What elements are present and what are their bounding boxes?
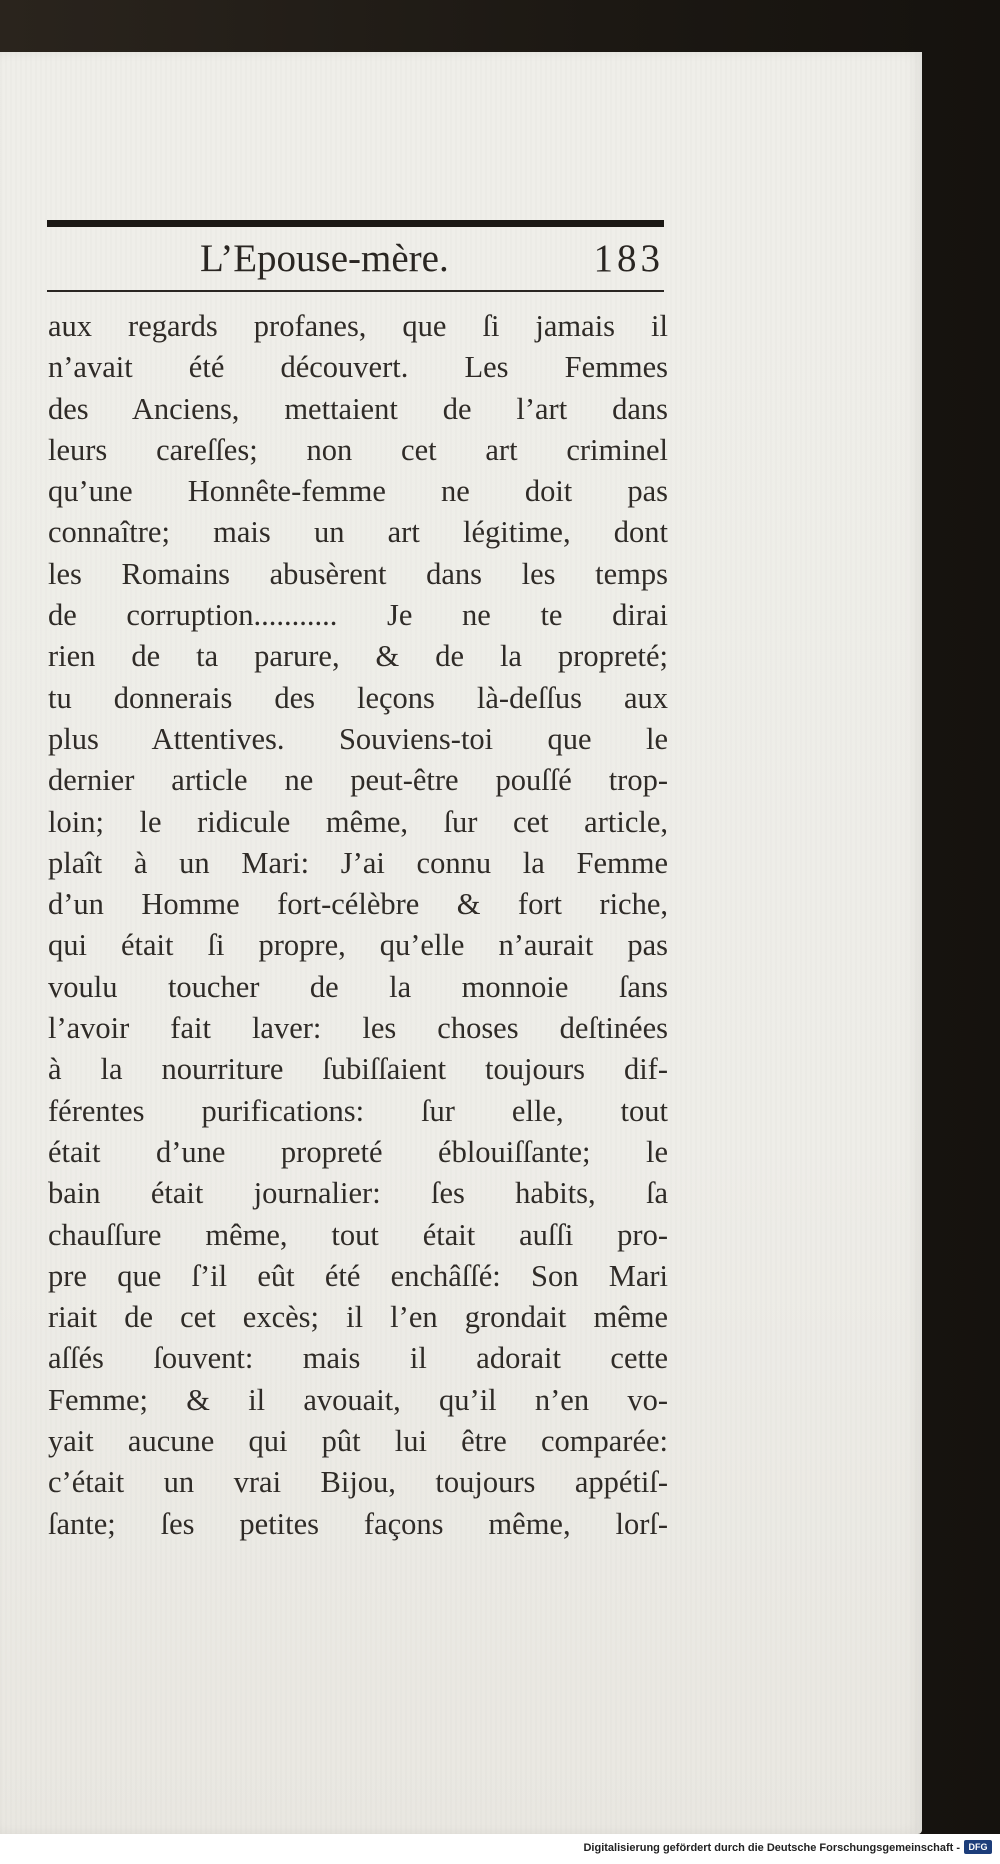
header-rule-thick — [47, 220, 664, 227]
text-line: rien de ta parure, & de la propreté; — [48, 639, 668, 674]
dfg-logo-icon: DFG — [964, 1840, 992, 1854]
text-line: voulu toucher de la monnoie ſans — [48, 969, 668, 1004]
body-text — [48, 306, 668, 1545]
text-line: leurs careſſes; non cet art criminel — [48, 432, 668, 467]
running-title: L’Epouse-mère. — [200, 237, 449, 280]
text-line: loin; le ridicule même, ſur cet article, — [48, 804, 668, 839]
text-line: riait de cet excès; il l’en grondait même — [48, 1300, 668, 1335]
text-line: plaît à un Mari: J’ai connu la Femme — [48, 845, 668, 880]
text-line: à la nourriture ſubiſſaient toujours dif- — [48, 1052, 668, 1087]
text-line: bain était journalier: ſes habits, ſa — [48, 1176, 668, 1211]
text-line: aſſés ſouvent: mais il adorait cette — [48, 1341, 668, 1376]
text-line: qui était ſi propre, qu’elle n’aurait pas — [48, 928, 668, 963]
text-line: Femme; & il avouait, qu’il n’en vo- — [48, 1382, 668, 1417]
text-line: était d’une propreté éblouiſſante; le — [48, 1134, 668, 1169]
text-line: ſante; ſes petites façons même, lorſ- — [48, 1506, 668, 1541]
text-line: qu’une Honnête-femme ne doit pas — [48, 474, 668, 509]
text-line: dernier article ne peut-être pouſſé trop- — [48, 763, 668, 798]
text-line: c’était un vrai Bijou, toujours appétiſ- — [48, 1465, 668, 1500]
page-number: 183 — [593, 237, 664, 280]
text-line: des Anciens, mettaient de l’art dans — [48, 391, 668, 426]
text-line: l’avoir fait laver: les choses deſtinées — [48, 1011, 668, 1046]
text-line: de corruption........... Je ne te dirai — [48, 598, 668, 633]
header-rule-thin — [47, 290, 664, 292]
digitization-credit: Digitalisierung gefördert durch die Deutsche Forschungsgemeinschaft - — [583, 1842, 960, 1854]
text-line: plus Attentives. Souviens-toi que le — [48, 721, 668, 756]
text-line: chauſſure même, tout était auſſi pro- — [48, 1217, 668, 1252]
text-line: d’un Homme fort-célèbre & fort riche, — [48, 887, 668, 922]
text-line: n’avait été découvert. Les Femmes — [48, 350, 668, 385]
text-line: pre que ſ’il eût été enchâſſé: Son Mari — [48, 1258, 668, 1293]
page-header — [200, 234, 664, 284]
text-line: tu donnerais des leçons là-deſſus aux — [48, 680, 668, 715]
text-line: aux regards profanes, que ſi jamais il — [48, 309, 668, 343]
text-line: yait aucune qui pût lui être comparée: — [48, 1424, 668, 1459]
text-line: férentes purifications: ſur elle, tout — [48, 1093, 668, 1128]
text-line: les Romains abusèrent dans les temps — [48, 556, 668, 591]
text-line: connaître; mais un art légitime, dont — [48, 515, 668, 550]
